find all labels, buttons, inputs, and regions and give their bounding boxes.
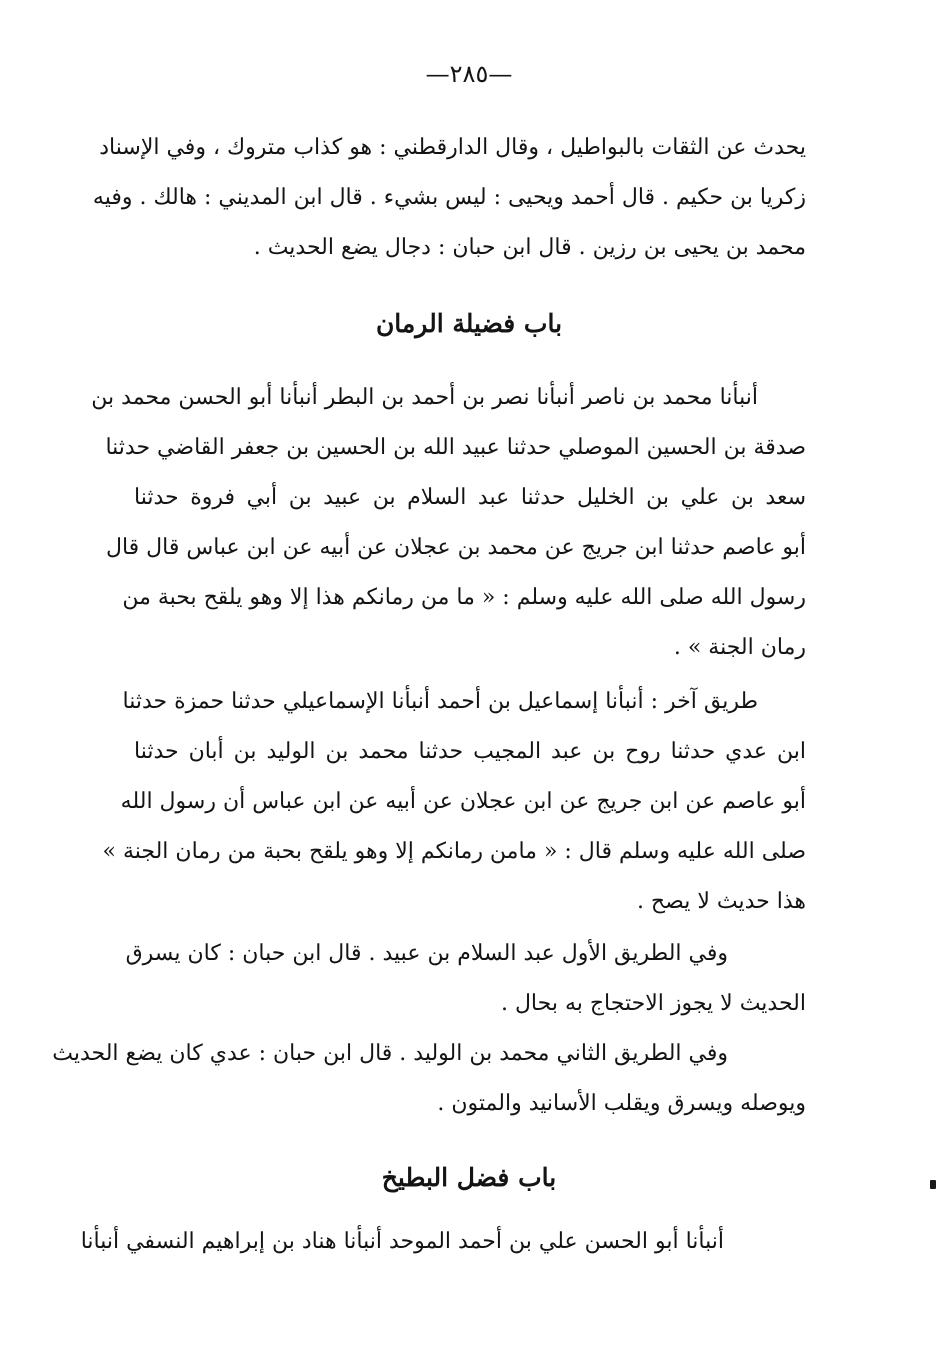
text-line: هذا حديث لا يصح . xyxy=(636,889,806,914)
text-line: ويوصله ويسرق ويقلب الأسانيد والمتون . xyxy=(437,1091,806,1116)
text-line: ابن عدي حدثنا روح بن عبد المجيب حدثنا محمد بن الوليد بن أبان حدثنا xyxy=(134,739,806,764)
text-line: الحديث لا يجوز الاحتجاج به بحال . xyxy=(500,991,806,1016)
text-line: رمان الجنة » . xyxy=(673,635,806,660)
section-heading: باب فضل البطيخ xyxy=(381,1163,557,1192)
text-line: طريق آخر : أنبأنا إسماعيل بن أحمد أنبأنا الإسماعيلي حدثنا حمزة حدثنا xyxy=(122,689,758,714)
text-line: أبو عاصم عن ابن جريج عن ابن عجلان عن أبيه عن ابن عباس أن رسول الله xyxy=(120,789,806,814)
section-heading: باب فضيلة الرمان xyxy=(375,309,563,338)
text-line: زكريا بن حكيم . قال أحمد ويحيى : ليس بشيء . قال ابن المديني : هالك . وفيه xyxy=(92,185,806,210)
text-line: وفي الطريق الثاني محمد بن الوليد . قال ابن حبان : عدي كان يضع الحديث xyxy=(52,1041,728,1066)
text-line: محمد بن يحيى بن رزين . قال ابن حبان : دجال يضع الحديث . xyxy=(253,235,806,260)
text-line: سعد بن علي بن الخليل حدثنا عبد السلام بن عبيد بن أبي فروة حدثنا xyxy=(134,485,806,510)
margin-mark xyxy=(930,1180,936,1189)
text-line: وفي الطريق الأول عبد السلام بن عبيد . قال ابن حبان : كان يسرق xyxy=(125,941,728,966)
text-line: صدقة بن الحسين الموصلي حدثنا عبيد الله بن الحسين بن جعفر القاضي حدثنا xyxy=(105,435,806,460)
text-line: يحدث عن الثقات بالبواطيل ، وقال الدارقطني : هو كذاب متروك ، وفي الإسناد xyxy=(99,135,806,160)
text-line: صلى الله عليه وسلم قال : « مامن رمانكم إلا وهو يلقح بحبة من رمان الجنة » xyxy=(102,839,806,864)
text-line: أبو عاصم حدثنا ابن جريج عن محمد بن عجلان عن أبيه عن ابن عباس قال قال xyxy=(105,535,806,560)
text-line: رسول الله صلى الله عليه وسلم : « ما من رمانكم هذا إلا وهو يلقح بحبة من xyxy=(122,585,806,610)
text-line: أنبأنا محمد بن ناصر أنبأنا نصر بن أحمد بن البطر أنبأنا أبو الحسن محمد بن xyxy=(91,385,758,410)
text-line: أنبأنا أبو الحسن علي بن أحمد الموحد أنبأنا هناد بن إبراهيم النسفي أنبأنا xyxy=(80,1229,724,1254)
page-number: —٢٨٥— xyxy=(425,60,513,88)
